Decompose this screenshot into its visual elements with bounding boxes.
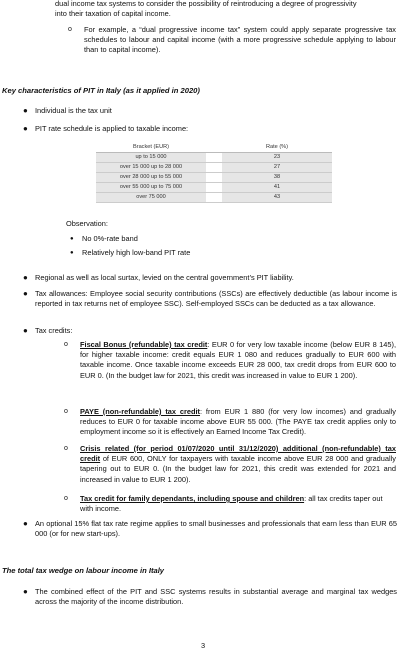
bullet-icon: ● (23, 273, 28, 282)
table-header-rate: Rate (%) (222, 143, 332, 153)
page-number: 3 (200, 641, 206, 650)
section-heading-tax-wedge: The total tax wedge on labour income in Italy (2, 566, 165, 575)
circle-bullet-icon: o (64, 445, 68, 452)
observation-item: No 0%-rate band (82, 234, 138, 243)
table-row (96, 193, 332, 203)
bullet-icon: ● (23, 587, 28, 596)
credit-text: : all tax credits taper out with income. (80, 494, 383, 514)
table-row (96, 153, 332, 163)
table-row (96, 163, 332, 173)
credit-fiscal-bonus (80, 340, 396, 381)
observation-label: Observation: (66, 219, 108, 228)
credit-crisis (80, 444, 396, 485)
credit-title: Tax credit for family dependants, including spouse and children (80, 494, 305, 503)
credit-text: of EUR 600, ONLY for taxpayers with taxable income above EUR 28 000 and gradually tapering out to EUR 0. (In the budget law for 2021, this credit was extended for 2021 and increased in value to EUR 1 200). (80, 454, 396, 484)
circle-bullet-icon: o (64, 495, 68, 502)
credit-text: : from EUR 1 880 (for very low incomes) and gradually reduces to EUR 0 for taxable income above EUR 55 000. (The PAYE tax credit applies only to employment income so it is effectively an Earned Income Tax Credit). (80, 407, 396, 437)
rate-cell: 27 (222, 163, 332, 173)
bullet-icon: ● (23, 519, 28, 528)
circle-bullet-icon: o (68, 26, 72, 33)
table-row (96, 183, 332, 193)
tax-credits-item: Tax credits: (35, 326, 73, 335)
rate-cell: 23 (222, 153, 332, 163)
bullet-icon: ● (23, 106, 28, 115)
bracket-cell: over 15 000 up to 28 000 (96, 163, 206, 173)
bracket-cell: over 55 000 up to 75 000 (96, 183, 206, 193)
bracket-cell: over 28 000 up to 55 000 (96, 173, 206, 183)
rate-cell: 43 (222, 193, 332, 203)
tax-allowances-item: Tax allowances: Employee social security contributions (SSCs) are effectively deductible (as labour income is reported in tax returns net of employee SSC). Self-employed SSCs can be deducted as a tax allowance. (35, 289, 397, 309)
flat-tax-item: An optional 15% flat tax rate regime applies to small businesses and professionals that earn less than EUR 65 000 (or for new start-ups). (35, 519, 397, 539)
tax-wedge-item: The combined effect of the PIT and SSC systems results in substantial average and marginal tax wedges across the majority of the income distribution. (35, 587, 397, 607)
bullet-icon: ● (23, 326, 28, 335)
example-paragraph: For example, a “dual progressive income tax” system could apply separate progressive tax schedules to labour and capital income (with a more progressive schedule applying to labour than to capital income). (84, 25, 396, 55)
credit-title: PAYE (non-refundable) tax credit (80, 407, 201, 416)
rate-cell: 41 (222, 183, 332, 193)
bracket-cell: over 75 000 (96, 193, 206, 203)
rate-cell: 38 (222, 173, 332, 183)
surtax-item: Regional as well as local surtax, levied on the central government’s PIT liability. (35, 273, 294, 282)
bracket-cell: up to 15 000 (96, 153, 206, 163)
circle-bullet-icon: o (64, 341, 68, 348)
table-row (96, 173, 332, 183)
credit-text: : EUR 0 for very low taxable income (below EUR 8 145), for higher taxable income: credit equals EUR 1 080 and reduces gradually to EUR 600 with taxable income. Once taxable income exceeds EUR 28 000, tax credit drops from EUR 600 to EUR 0. (In the budget law for 2021, this credit was increased in value to EUR 1 200). (80, 340, 396, 380)
credit-paye (80, 407, 396, 438)
table-header-bracket: Bracket (EUR) (96, 143, 206, 153)
observation-item: Relatively high low-band PIT rate (82, 248, 191, 257)
bullet-icon: ● (23, 124, 28, 133)
credit-title: Fiscal Bonus (refundable) tax credit (80, 340, 208, 349)
pit-schedule-item: PIT rate schedule is applied to taxable income: (35, 124, 189, 133)
pit-unit-item: Individual is the tax unit (35, 106, 112, 115)
bullet-icon: ● (23, 289, 28, 298)
credit-title: Crisis related (for period 01/07/2020 until 31/12/2020) additional (non-refundable) tax credit (80, 444, 396, 464)
bullet-icon: ● (70, 250, 74, 256)
credit-family (80, 494, 396, 514)
circle-bullet-icon: o (64, 408, 68, 415)
continuation-line-2: into their taxation of capital income. (55, 9, 171, 18)
continuation-line-1: dual income tax systems to consider the possibility of reintroducing a degree of progressivity (55, 0, 357, 8)
pit-rate-table (96, 143, 332, 203)
section-heading-pit: Key characteristics of PIT in Italy (as it applied in 2020) (2, 86, 200, 95)
bullet-icon: ● (70, 236, 74, 242)
